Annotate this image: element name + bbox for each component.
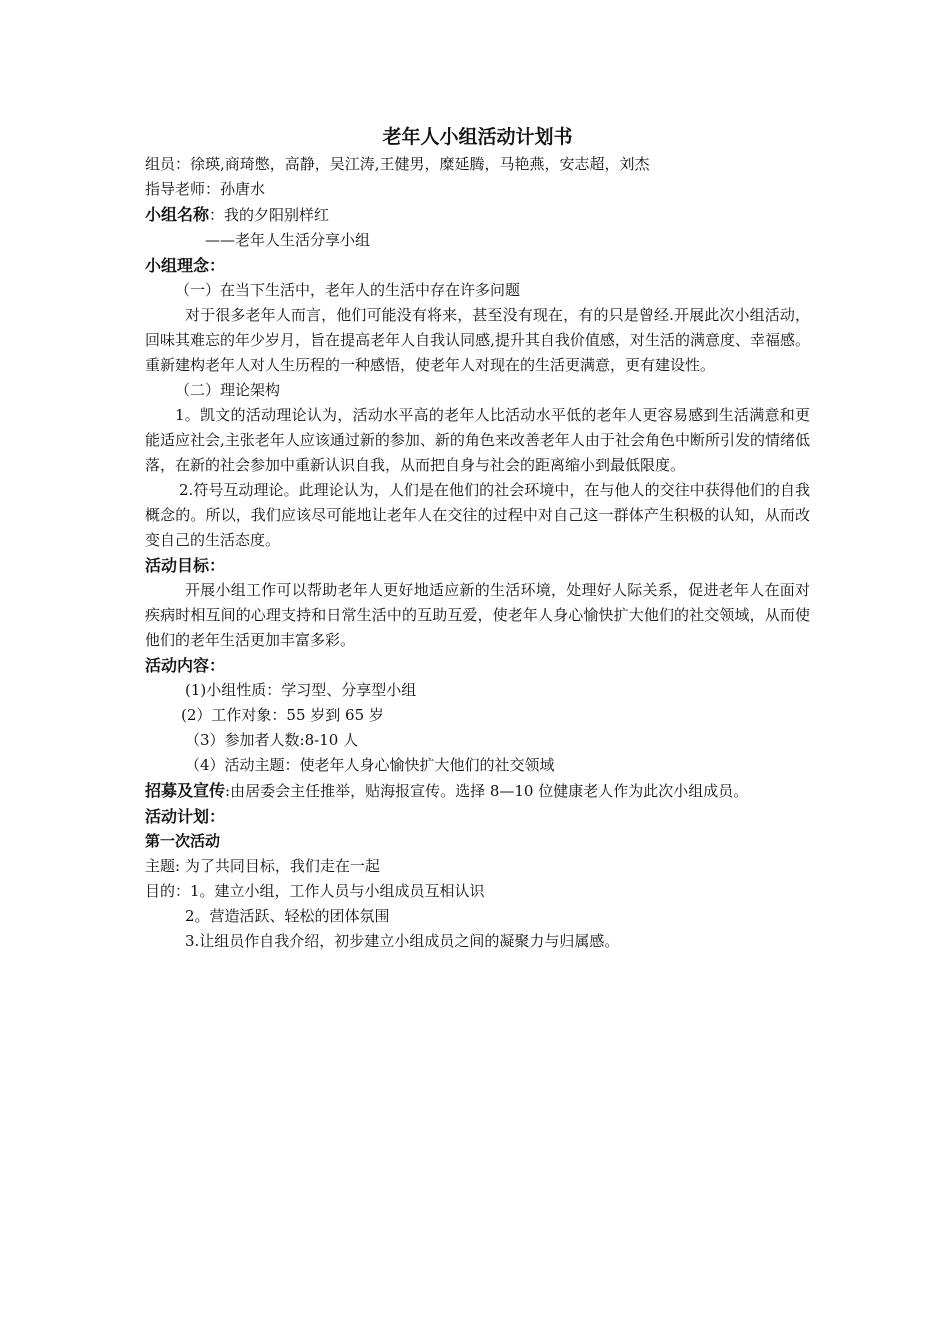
recruit-text: :由居委会主任推举，贴海报宣传。选择 8—10 位健康老人作为此次小组成员。 [225,782,749,800]
goal-heading: 活动目标： [145,556,226,575]
concept-heading: 小组理念： [145,256,226,275]
document-title: 老年人小组活动计划书 [382,126,573,148]
plan-heading: 活动计划： [145,807,226,826]
group-name-line [145,202,810,228]
concept-paragraph: 对于很多老年人而言，他们可能没有将来，甚至没有现在，有的只是曾经.开展此次小组活动，回味其难忘的年少岁月，旨在提高老年人自我认同感,提升其自我价值感，对生活的满意度、幸福感。重新建构老年人对人生历程的一种感悟，使老年人对现在的生活更满意，更有建设性。 [145,306,810,374]
purpose-item-2: 2。营造活跃、轻松的团体氛围 [185,907,390,925]
group-subtitle: ——老年人生活分享小组 [205,231,371,249]
recruit-line [145,778,810,804]
members-line: 组员：徐瑛,商琦憋，高静，吴江涛,王健男，糜延腾，马艳燕，安志超，刘杰 [145,155,650,173]
purpose-line: 目的：1。建立小组，工作人员与小组成员互相认识 [145,882,485,900]
group-name-value: ：我的夕阳别样红 [209,206,330,224]
goal-paragraph: 开展小组工作可以帮助老年人更好地适应新的生活环境，处理好人际关系，促进老年人在面对疾病时相互间的心理支持和日常生活中的互助互爱，使老年人身心愉快扩大他们的社交领域，从而使他们的老年生活更加丰富多彩。 [145,581,810,649]
first-activity-heading: 第一次活动 [145,832,221,850]
advisor-line: 指导老师：孙唐水 [145,180,266,198]
document-body [145,122,810,954]
theory-paragraph-2: 2.符号互动理论。此理论认为，人们是在他们的社会环境中，在与他人的交往中获得他们的自我概念的。所以，我们应该尽可能地让老年人在交往的过程中对自己这一群体产生积极的认知，从而改变自己的生活态度。 [145,481,810,549]
theme-line: 主题: 为了共同目标，我们走在一起 [145,857,380,875]
theory-paragraph-1: 1。凯文的活动理论认为，活动水平高的老年人比活动水平低的老年人更容易感到生活满意和更能适应社会,主张老年人应该通过新的参加、新的角色来改善老年人由于社会角色中断所引发的情绪低落，在新的社会参加中重新认识自我，从而把自身与社会的距离缩小到最低限度。 [145,406,810,474]
content-item: （3）参加者人数:8-10 人 [185,731,359,749]
content-item: （4）活动主题：使老年人身心愉快扩大他们的社交领域 [185,756,555,774]
content-heading: 活动内容： [145,656,226,675]
content-item: (1)小组性质：学习型、分享型小组 [185,681,417,699]
concept-subheading-2: （二）理论架构 [175,381,281,399]
content-item: (2）工作对象：55 岁到 65 岁 [181,706,384,724]
purpose-item-3: 3.让组员作自我介绍，初步建立小组成员之间的凝聚力与归属感。 [185,932,620,950]
group-name-label: 小组名称 [145,205,210,224]
concept-subheading-1: （一）在当下生活中，老年人的生活中存在许多问题 [175,281,521,299]
recruit-label: 招募及宣传 [145,781,226,800]
